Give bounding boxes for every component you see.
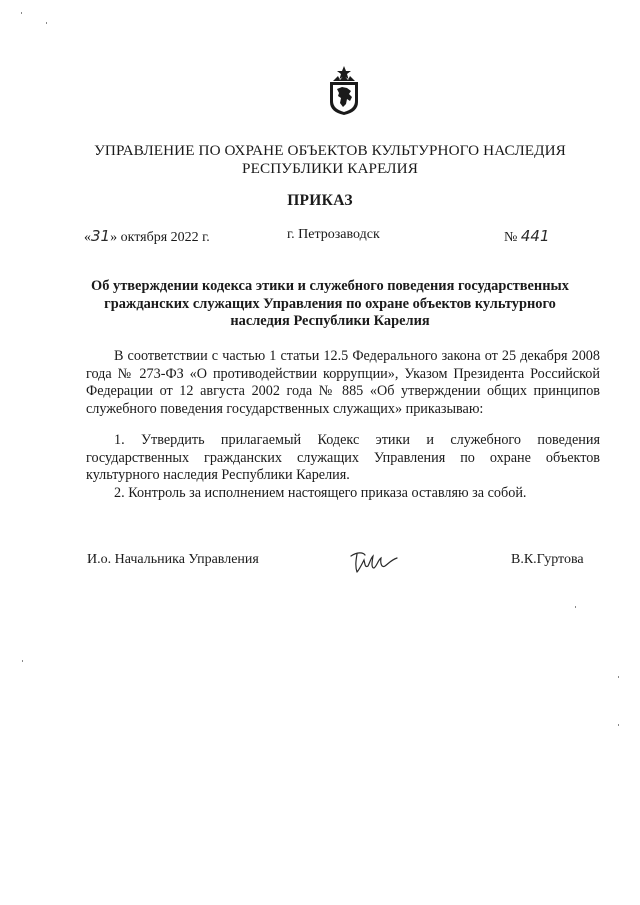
subject-line3: наследия Республики Карелия [230,313,430,329]
scan-speck [46,22,47,24]
date-open-quote: « [84,230,91,245]
order-date [84,227,210,246]
scan-speck [575,606,576,608]
karelia-coat-of-arms-icon [327,66,361,116]
document-type-title: ПРИКАЗ [287,192,353,209]
scan-speck [22,660,23,662]
order-number-label: № [504,230,518,245]
handwritten-signature-icon [347,548,401,576]
subject-line2: гражданских служащих Управления по охране объектов культурного [104,295,556,312]
preamble-text: В соответствии с частью 1 статьи 12.5 Федерального закона от 25 декабря 2008 года № 273-ФЗ «О противодействии коррупции», Указом Президента Российской Федерации от 12 августа 2002 года № 885 «Об утверждении общих принципов служебного поведения государственных служащих» приказываю: [86,348,600,417]
organization-name-line1: УПРАВЛЕНИЕ ПО ОХРАНЕ ОБЪЕКТОВ КУЛЬТУРНОГО НАСЛЕДИЯ [94,142,566,159]
order-number-handwritten: 441 [520,227,550,245]
organization-name-line2: РЕСПУБЛИКИ КАРЕЛИЯ [242,160,418,177]
subject-line1: Об утверждении кодекса этики и служебного поведения государственных [91,278,569,294]
scan-speck [21,12,22,14]
signatory-title: И.о. Начальника Управления [87,552,259,567]
order-item-2: 2. Контроль за исполнением настоящего приказа оставляю за собой. [114,484,527,501]
order-city: г. Петрозаводск [287,227,380,242]
signatory-name: В.К.Гуртова [511,552,584,567]
order-number [504,227,550,246]
order-subject [60,278,600,331]
date-day-handwritten: 31 [91,227,111,245]
date-month-year: » октября 2022 г. [110,230,210,245]
preamble-paragraph [86,348,600,418]
organization-name [60,142,600,178]
scan-speck [618,724,619,726]
scan-speck [618,676,619,678]
order-items [86,432,600,502]
order-item-1: 1. Утвердить прилагаемый Кодекс этики и служебного поведения государственных гражданских служащих Управления по охране объектов культурного наследия Республики Карелия. [86,432,600,484]
